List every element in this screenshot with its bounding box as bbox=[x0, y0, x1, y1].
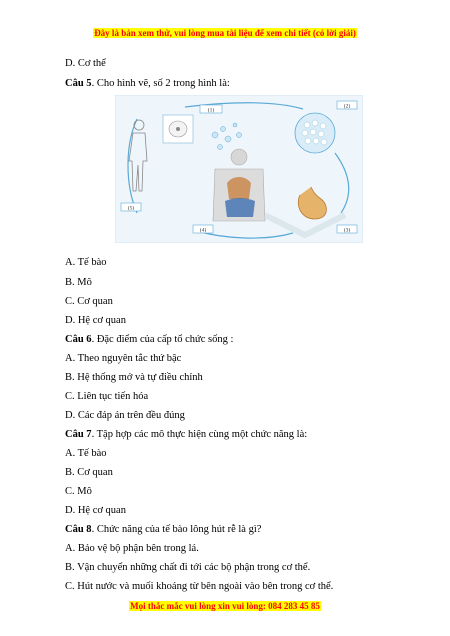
q7-option-b: B. Cơ quan bbox=[65, 467, 113, 478]
question-8: Câu 8. Chức năng của tế bào lông hút rễ là gì? bbox=[65, 524, 262, 535]
label-4: (4) bbox=[199, 227, 207, 234]
q7-option-d: D. Hệ cơ quan bbox=[65, 505, 126, 516]
label-1: (1) bbox=[207, 107, 215, 114]
label-3: (3) bbox=[343, 227, 351, 234]
q5-option-a: A. Tế bào bbox=[65, 257, 107, 268]
q6-option-d: D. Các đáp án trên đều đúng bbox=[65, 410, 185, 421]
q6-option-b: B. Hệ thống mở và tự điều chỉnh bbox=[65, 372, 203, 383]
q5-option-d: D. Hệ cơ quan bbox=[65, 315, 126, 326]
label-5: (5) bbox=[127, 205, 135, 212]
footer-banner: Mọi thắc mắc vui lòng xin vui lòng: 084 283 45 85 bbox=[130, 601, 320, 611]
q8-option-a: A. Bảo vệ bộ phận bên trong lá. bbox=[65, 543, 199, 554]
q6-option-c: C. Liên tục tiến hóa bbox=[65, 391, 149, 402]
q5-option-c: C. Cơ quan bbox=[65, 296, 113, 307]
question-5: Câu 5. Cho hình vẽ, số 2 trong hình là: bbox=[65, 78, 230, 89]
label-2: (2) bbox=[343, 103, 351, 110]
q6-option-a: A. Theo nguyên tắc thứ bậc bbox=[65, 353, 182, 364]
option-d-prev: D. Cơ thể bbox=[65, 58, 106, 69]
q7-option-c: C. Mô bbox=[65, 486, 92, 497]
question-7: Câu 7. Tập hợp các mô thực hiện cùng một chức năng là: bbox=[65, 429, 308, 440]
question-6: Câu 6. Đặc điểm của cấp tổ chức sống : bbox=[65, 334, 234, 345]
q7-option-a: A. Tế bào bbox=[65, 448, 107, 459]
q8-option-c: C. Hút nước và muối khoáng từ bên ngoài vào bên trong cơ thể. bbox=[65, 581, 334, 592]
q8-option-b: B. Vận chuyển những chất đi tới các bộ phận trong cơ thể. bbox=[65, 562, 311, 573]
organization-levels-figure bbox=[115, 95, 363, 243]
q5-option-b: B. Mô bbox=[65, 277, 92, 288]
header-banner: Đây là bản xem thử, vui lòng mua tài liệu để xem chi tiết (có lời giải) bbox=[94, 28, 356, 38]
